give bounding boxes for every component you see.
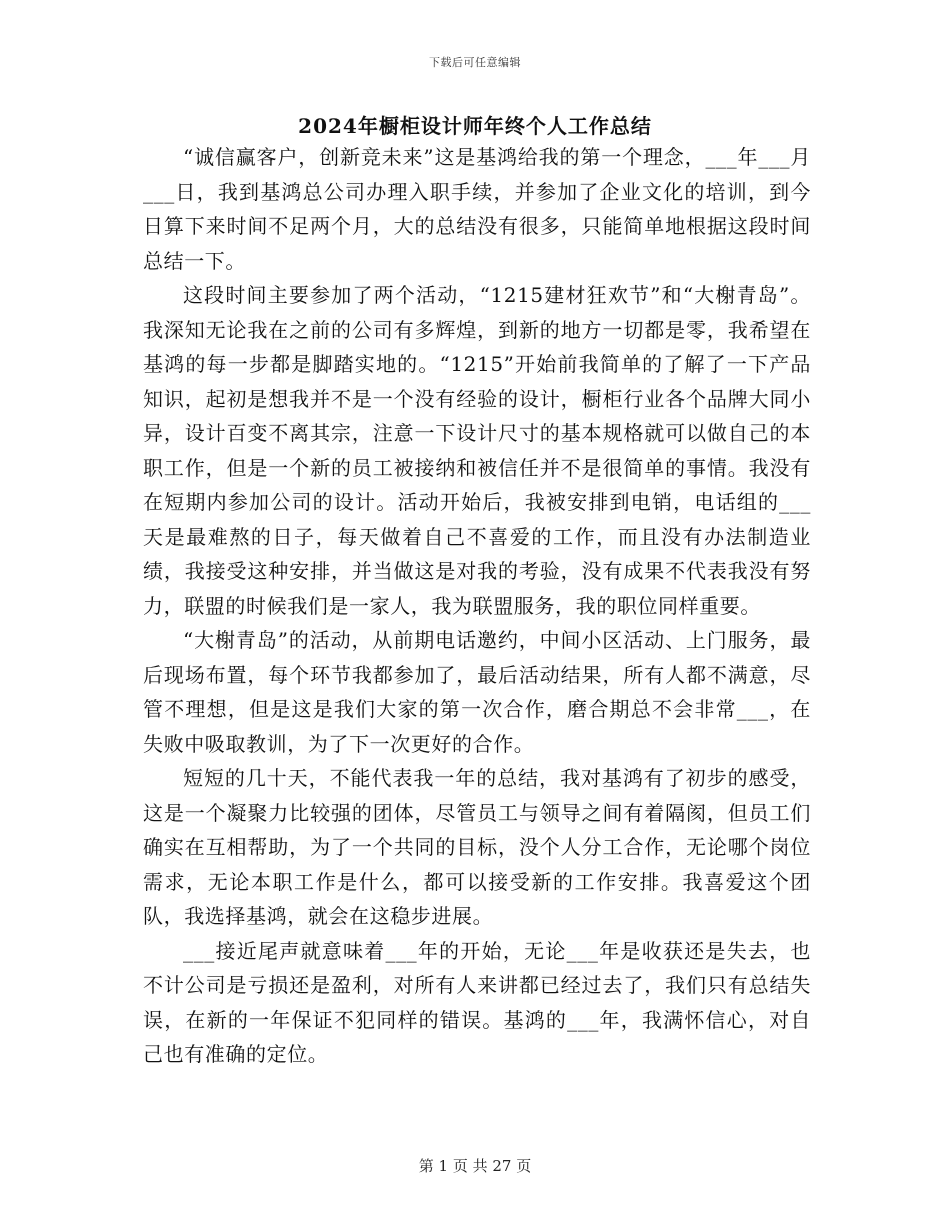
document-title: 2024年橱柜设计师年终个人工作总结 [298,114,652,138]
paragraph-3: “大榭青岛”的活动，从前期电话邀约，中间小区活动、上门服务，最后现场布置，每个环节我都参加了，最后活动结果，所有人都不满意，尽管不理想，但是这是我们大家的第一次合作，磨合期总不会非常___，在失败中吸取教训，为了下一次更好的合作。 [143,628,811,756]
document-body [143,140,811,1072]
page-header-note: 下载后可任意编辑 [429,56,521,69]
paragraph-2: 这段时间主要参加了两个活动，“1215建材狂欢节”和“大榭青岛”。我深知无论我在之前的公司有多辉煌，到新的地方一切都是零，我希望在基鸿的每一步都是脚踏实地的。“1215”开始前我简单的了解了一下产品知识，起初是想我并不是一个没有经验的设计，橱柜行业各个品牌大同小异，设计百变不离其宗，注意一下设计尺寸的基本规格就可以做自己的本职工作，但是一个新的员工被接纳和被信任并不是很简单的事情。我没有在短期内参加公司的设计。活动开始后，我被安排到电销，电话组的___天是最难熬的日子，每天做着自己不喜爱的工作，而且没有办法制造业绩，我接受这种安排，并当做这是对我的考验，没有成果不代表我没有努力，联盟的时候我们是一家人，我为联盟服务，我的职位同样重要。 [143,283,811,618]
paragraph-5: ___接近尾声就意味着___年的开始，无论___年是收获还是失去，也不计公司是亏损还是盈利，对所有人来讲都已经过去了，我们只有总结失误，在新的一年保证不犯同样的错误。基鸿的___年，我满怀信心，对自己也有准确的定位。 [143,938,811,1066]
paragraph-4: 短短的几十天，不能代表我一年的总结，我对基鸿有了初步的感受，这是一个凝聚力比较强的团体，尽管员工与领导之间有着隔阂，但员工们确实在互相帮助，为了一个共同的目标，没个人分工合作，无论哪个岗位需求，无论本职工作是什么，都可以接受新的工作安排。我喜爱这个团队，我选择基鸿，就会在这稳步进展。 [143,766,811,928]
paragraph-1: “诚信赢客户，创新竞未来”这是基鸿给我的第一个理念，___年___月___日，我到基鸿总公司办理入职手续，并参加了企业文化的培训，到今日算下来时间不足两个月，大的总结没有很多，只能简单地根据这段时间总结一下。 [143,145,811,273]
page-number-footer: 第 1 页 共 27 页 [418,1157,532,1175]
